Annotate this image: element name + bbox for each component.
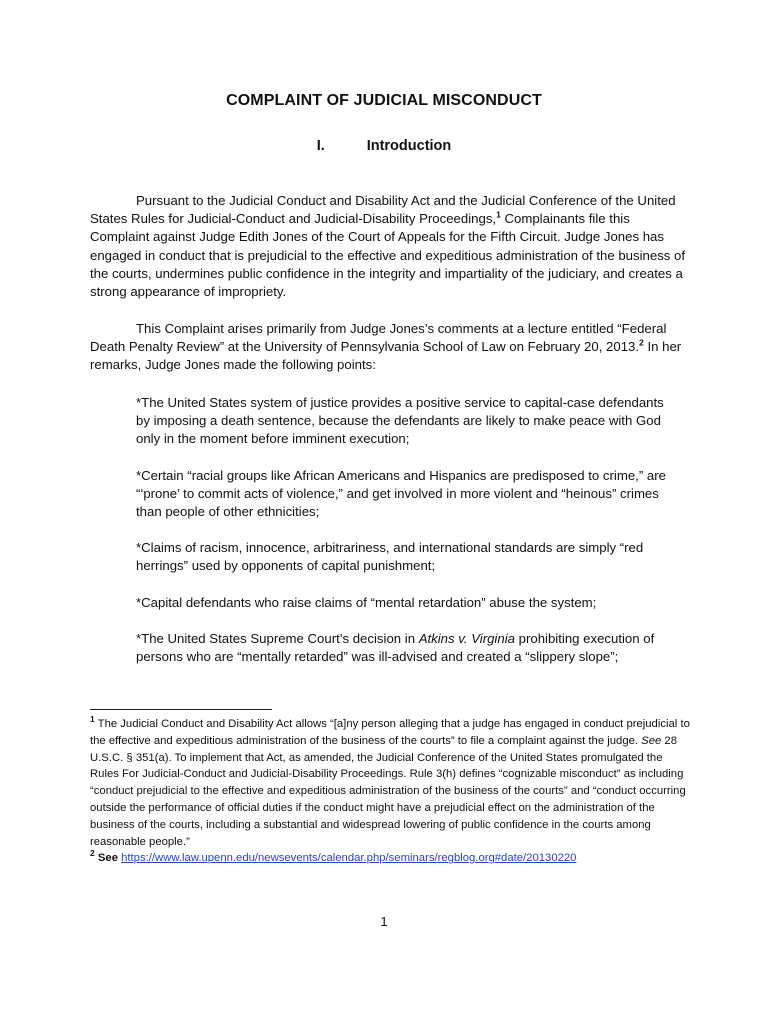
footnote-2 [90, 850, 690, 867]
footnote-1-signal: See [641, 734, 662, 747]
footnote-ref-1[interactable]: 1 [496, 209, 501, 220]
footnote-2-prefix: See [94, 852, 122, 865]
paragraph-1 [90, 192, 690, 301]
footnote-mark-1: 1 [90, 714, 95, 725]
paragraph-1-text-b: Complainants file this Complaint against Judge Edith Jones of the Court of Appeals for the Fifth Circuit. Judge Jones has engaged in conduct that is prejudicial to the effective and expeditious administration of the business of the courts, undermines public confidence in the integrity and impartiality of the judiciary, and creates a strong appearance of impropriety. [90, 211, 686, 300]
footnote-ref-2[interactable]: 2 [639, 337, 644, 348]
page-number: 1 [380, 914, 388, 929]
bullet-5-text-a: *The United States Supreme Court’s decision in [136, 630, 419, 646]
footnotes [90, 716, 690, 867]
document-title: COMPLAINT OF JUDICIAL MISCONDUCT [226, 92, 542, 109]
bullet-item: *The United States system of justice provides a positive service to capital-case defendants by imposing a death sentence, because the defendants are likely to make peace with God only in the moment before imminent execution; [136, 395, 664, 447]
bullet-item: *Capital defendants who raise claims of “mental retardation” abuse the system; [136, 594, 597, 610]
section-title: Introduction [366, 138, 452, 154]
paragraph-2-text-b: In her remarks, Judge Jones made the following points: [90, 339, 682, 373]
paragraph-2-text-a: This Complaint arises primarily from Judge Jones’s comments at a lecture entitled “Federal Death Penalty Review” at the University of Pennsylvania School of Law on February 20, 2013. [90, 321, 667, 355]
paragraph-1-text-a: Pursuant to the Judicial Conduct and Disability Act and the Judicial Conference of the United States Rules for Judicial-Conduct and Judicial-Disability Proceedings, [90, 193, 676, 227]
bullet-item: *Claims of racism, innocence, arbitrariness, and international standards are simply “red herrings” used by opponents of capital punishment; [136, 540, 644, 574]
section-number: I. [316, 138, 325, 154]
footnote-divider [90, 709, 272, 710]
bullet-5-text-b: prohibiting execution of persons who are “mentally retarded” was ill-advised and created a “slippery slope”; [136, 630, 655, 665]
bullet-item [136, 630, 676, 666]
case-name: Atkins v. Virginia [418, 630, 515, 646]
footnote-2-link[interactable]: https://www.law.upenn.edu/newsevents/calendar.php/seminars/regblog.org#date/20130220 [121, 852, 577, 865]
section-heading [0, 138, 768, 154]
bullet-list [136, 394, 676, 684]
paragraph-2 [90, 320, 690, 375]
footnote-1-text-a: The Judicial Conduct and Disability Act allows “[a]ny person alleging that a judge has engaged in conduct prejudicial to the effective and expeditious administration of the business of the courts” to file a complaint against the judge. [90, 718, 690, 747]
footnote-1-text-b: 28 U.S.C. § 351(a). To implement that Act, as amended, the Judicial Conference of the United States promulgated the Rules For Judicial-Conduct and Judicial-Disability Proceedings. Rule 3(h) defines “cognizable misconduct” as including “conduct prejudicial to the effective and expeditious administration of the business of the courts” and “conduct occurring outside the performance of official duties if the conduct might have a prejudicial effect on the administration of the business of the courts, including a substantial and widespread lowering of public confidence in the courts among reasonable people.” [90, 734, 686, 848]
footnote-mark-2: 2 [90, 848, 95, 859]
footnote-1 [90, 716, 690, 850]
bullet-item: *Certain “racial groups like African Americans and Hispanics are predisposed to crime,” are “‘prone’ to commit acts of violence,” and get involved in more violent and “heinous” crimes than people of other ethnicities; [136, 467, 666, 520]
